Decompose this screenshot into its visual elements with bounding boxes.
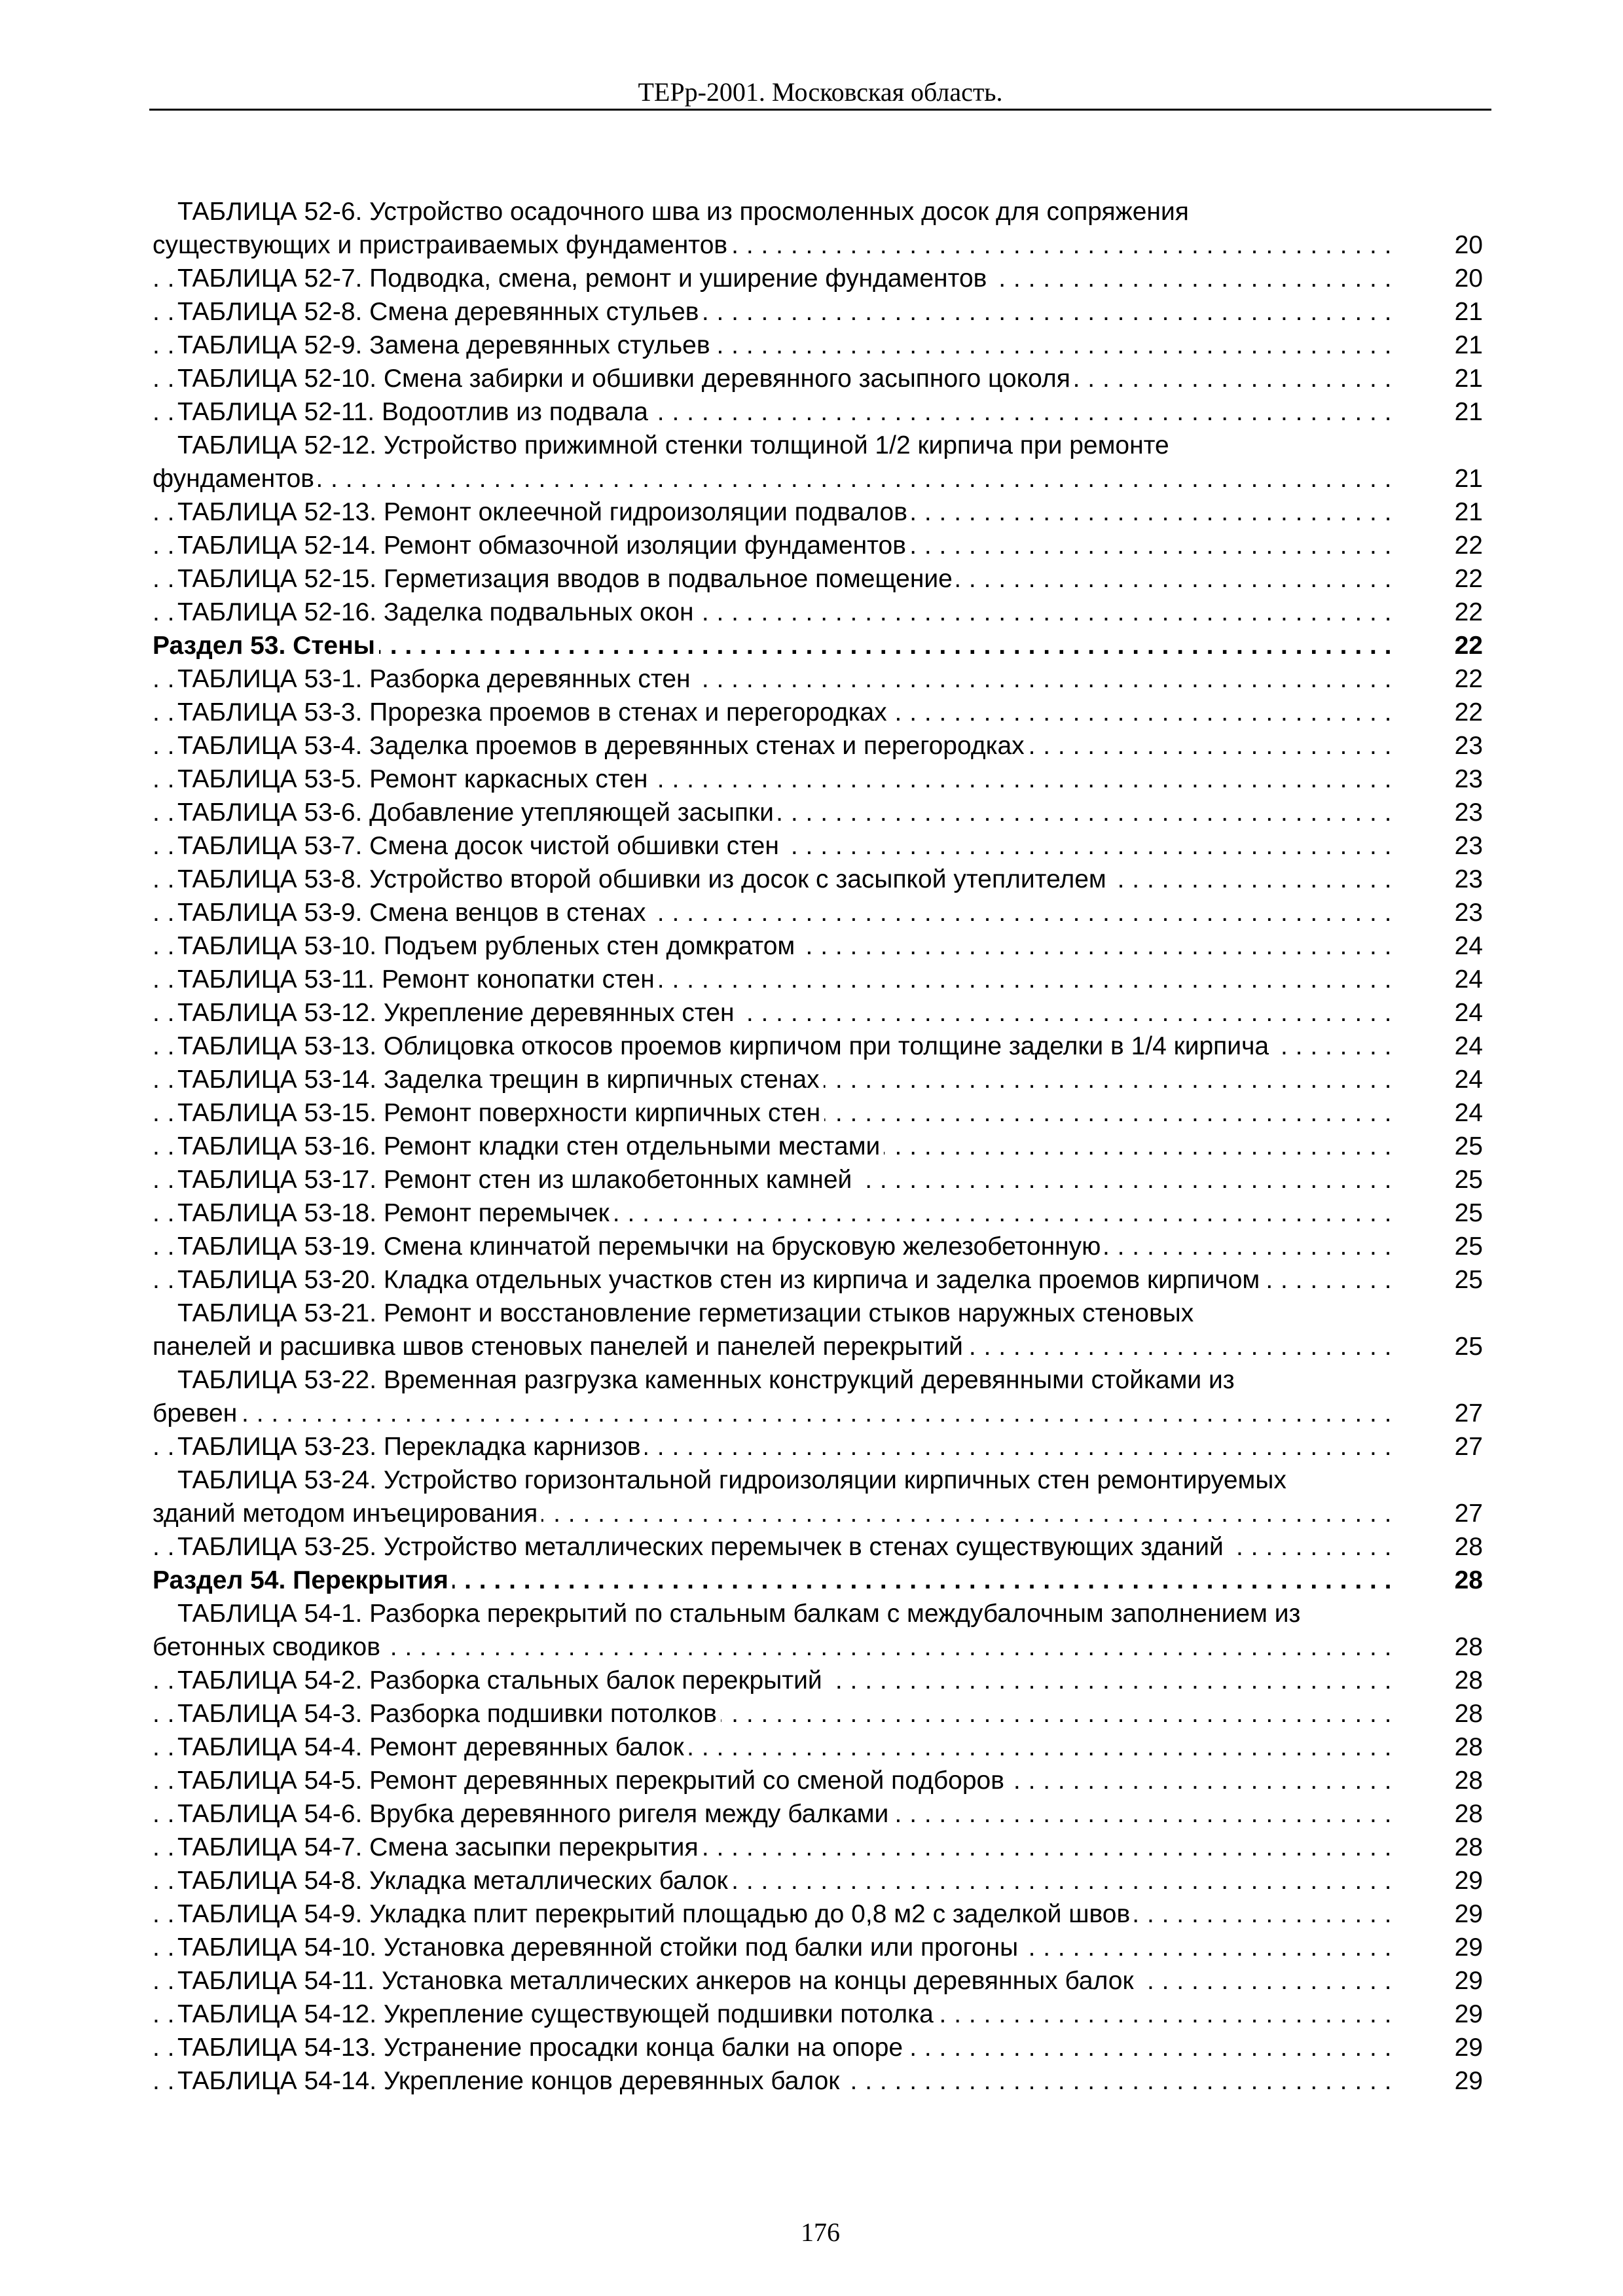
toc-page-number: 29: [1411, 2064, 1483, 2098]
toc-page-number: 25: [1411, 1130, 1483, 1163]
toc-entry-line: [153, 796, 1483, 829]
toc-entry-line: [153, 863, 1483, 896]
toc-entry-line: [153, 395, 1483, 429]
toc-page-number: 24: [1411, 1030, 1483, 1063]
toc-table-entry[interactable]: [153, 829, 1483, 863]
toc-entry-line: [153, 195, 1483, 228]
toc-entry-line: [153, 896, 1483, 929]
toc-entry-text: ТАБЛИЦА 53-22. Временная разгрузка каменных конструкций деревянными стойками из: [177, 1366, 1235, 1394]
toc-table-entry[interactable]: [153, 2031, 1483, 2064]
toc-entry-line: [153, 2031, 1483, 2064]
toc-entry-text: ТАБЛИЦА 54-5. Ремонт деревянных перекрытий со сменой подборов: [177, 1767, 1008, 1795]
toc-table-entry[interactable]: [153, 1597, 1483, 1664]
toc-entry-line: [153, 629, 1483, 662]
toc-table-entry[interactable]: [153, 1697, 1483, 1731]
toc-table-entry[interactable]: [153, 1931, 1483, 1964]
toc-entry-text: ТАБЛИЦА 53-12. Укрепление деревянных стен: [177, 999, 739, 1027]
toc-entry-line: [153, 1063, 1483, 1096]
toc-entry-text: ТАБЛИЦА 54-8. Укладка металлических балок: [177, 1867, 732, 1895]
toc-page-number: 22: [1411, 696, 1483, 729]
toc-entry-text: ТАБЛИЦА 53-19. Смена клинчатой перемычки на брусковую железобетонную: [177, 1232, 1104, 1261]
toc-entry-text: ТАБЛИЦА 54-6. Врубка деревянного ригеля между балками: [177, 1800, 892, 1828]
toc-entry-line: [153, 262, 1483, 295]
toc-page-number: 28: [1411, 1530, 1483, 1564]
toc-entry-line: [153, 1463, 1483, 1497]
toc-entry-text: ТАБЛИЦА 52-16. Заделка подвальных окон: [177, 598, 698, 626]
toc-entry-line: [153, 1263, 1483, 1297]
toc-entry-line: [153, 1564, 1483, 1597]
toc-page-number: 25: [1411, 1263, 1483, 1297]
toc-entry-text: ТАБЛИЦА 53-15. Ремонт поверхности кирпичных стен: [177, 1099, 824, 1127]
toc-page-number: 21: [1411, 395, 1483, 429]
toc-entry-text: ТАБЛИЦА 54-9. Укладка плит перекрытий площадью до 0,8 м2 с заделкой швов: [177, 1900, 1134, 1928]
toc-entry-line: [153, 1931, 1483, 1964]
page-number: 176: [801, 2217, 840, 2247]
toc-entry-text: ТАБЛИЦА 53-14. Заделка трещин в кирпичных стенах: [177, 1066, 824, 1094]
toc-entry-line: [153, 1731, 1483, 1764]
toc-table-entry[interactable]: [153, 1764, 1483, 1797]
toc-table-entry[interactable]: [153, 529, 1483, 562]
toc-page-number: 23: [1411, 829, 1483, 863]
toc-entry-line: [153, 1630, 1483, 1664]
toc-page-number: 27: [1411, 1430, 1483, 1463]
toc-entry-text: ТАБЛИЦА 54-7. Смена засыпки перекрытия: [177, 1833, 702, 1861]
toc-table-entry[interactable]: [153, 1864, 1483, 1897]
toc-table-entry[interactable]: [153, 762, 1483, 796]
toc-entry-text: ТАБЛИЦА 54-14. Укрепление концов деревянных балок: [177, 2067, 843, 2095]
toc-page-number: 25: [1411, 1330, 1483, 1363]
toc-entry-text: ТАБЛИЦА 53-16. Ремонт кладки стен отдельными местами: [177, 1132, 884, 1160]
toc-page-number: 24: [1411, 929, 1483, 963]
toc-entry-line: [153, 1897, 1483, 1931]
toc-entry-line: [153, 1664, 1483, 1697]
toc-entry-text: существующих и пристраиваемых фундаментов: [153, 231, 731, 259]
toc-entry-text: ТАБЛИЦА 53-18. Ремонт перемычек: [177, 1199, 613, 1227]
toc-entry-line: [153, 996, 1483, 1030]
toc-entry-line: [153, 1864, 1483, 1897]
toc-entry-line: [153, 1831, 1483, 1864]
toc-page-number: 27: [1411, 1397, 1483, 1430]
toc-page-number: 28: [1411, 1764, 1483, 1797]
toc-table-entry[interactable]: [153, 295, 1483, 329]
toc-table-entry[interactable]: [153, 1831, 1483, 1864]
toc-entry-text: ТАБЛИЦА 53-24. Устройство горизонтальной гидроизоляции кирпичных стен ремонтируемых: [177, 1466, 1286, 1494]
toc-entry-line: [153, 1397, 1483, 1430]
toc-page-number: 29: [1411, 1998, 1483, 2031]
toc-page-number: 28: [1411, 1697, 1483, 1731]
toc-entry-line: [153, 596, 1483, 629]
toc-section-entry[interactable]: [153, 1564, 1483, 1597]
toc-page-number: 28: [1411, 1664, 1483, 1697]
toc-entry-text: ТАБЛИЦА 54-3. Разборка подшивки потолков: [177, 1700, 721, 1728]
toc-entry-line: [153, 1797, 1483, 1831]
toc-page-number: 24: [1411, 1096, 1483, 1130]
toc-entry-line: [153, 1130, 1483, 1163]
toc-entry-line: [153, 529, 1483, 562]
toc-entry-line: [153, 462, 1483, 495]
toc-entry-text: ТАБЛИЦА 54-4. Ремонт деревянных балок: [177, 1733, 688, 1761]
toc-entry-text: ТАБЛИЦА 52-13. Ремонт оклеечной гидроизоляции подвалов: [177, 498, 911, 526]
toc-table-entry[interactable]: [153, 1096, 1483, 1130]
toc-table-entry[interactable]: [153, 1030, 1483, 1063]
toc-table-entry[interactable]: [153, 729, 1483, 762]
toc-entry-text: бревен: [153, 1399, 241, 1427]
toc-table-entry[interactable]: [153, 1263, 1483, 1297]
toc-table-entry[interactable]: [153, 395, 1483, 429]
toc-entry-text: ТАБЛИЦА 52-11. Водоотлив из подвала: [177, 398, 652, 426]
toc-entry-line: [153, 1430, 1483, 1463]
toc-entry-text: ТАБЛИЦА 53-11. Ремонт конопатки стен: [177, 965, 659, 994]
toc-entry-line: [153, 295, 1483, 329]
toc-page-number: 20: [1411, 262, 1483, 295]
toc-entry-text: бетонных сводиков: [153, 1633, 384, 1661]
toc-table-entry[interactable]: [153, 1430, 1483, 1463]
toc-table-entry[interactable]: [153, 1230, 1483, 1263]
toc-entry-text: ТАБЛИЦА 53-6. Добавление утепляющей засыпки: [177, 798, 778, 827]
toc-entry-text: зданий методом инъецирования: [153, 1499, 541, 1528]
toc-table-entry[interactable]: [153, 896, 1483, 929]
toc-entry-text: ТАБЛИЦА 53-1. Разборка деревянных стен: [177, 665, 695, 693]
toc-entry-text: ТАБЛИЦА 52-10. Смена забирки и обшивки деревянного засыпного цоколя: [177, 365, 1074, 393]
toc-entry-text: ТАБЛИЦА 54-13. Устранение просадки конца балки на опоре: [177, 2034, 907, 2062]
toc-entry-line: [153, 929, 1483, 963]
toc-page-number: 21: [1411, 495, 1483, 529]
toc-page-number: 28: [1411, 1630, 1483, 1664]
toc-entry-text: ТАБЛИЦА 53-10. Подъем рубленых стен домкратом: [177, 932, 799, 960]
toc-entry-text: ТАБЛИЦА 54-10. Установка деревянной стойки под балки или прогоны: [177, 1933, 1022, 1962]
toc-entry-line: [153, 562, 1483, 596]
toc-page-number: 23: [1411, 762, 1483, 796]
toc-entry-line: [153, 495, 1483, 529]
table-of-contents: [153, 195, 1483, 2098]
toc-entry-line: [153, 1163, 1483, 1196]
toc-page-number: 22: [1411, 662, 1483, 696]
toc-entry-text: ТАБЛИЦА 52-12. Устройство прижимной стенки толщиной 1/2 кирпича при ремонте: [177, 431, 1169, 459]
toc-table-entry[interactable]: [153, 963, 1483, 996]
toc-entry-text: панелей и расшивка швов стеновых панелей и панелей перекрытий: [153, 1333, 967, 1361]
toc-entry-line: [153, 1597, 1483, 1630]
toc-entry-text: ТАБЛИЦА 53-17. Ремонт стен из шлакобетонных камней: [177, 1166, 856, 1194]
toc-table-entry[interactable]: [153, 1664, 1483, 1697]
toc-entry-line: [153, 2064, 1483, 2098]
toc-page-number: 29: [1411, 1964, 1483, 1998]
toc-page-number: 21: [1411, 462, 1483, 495]
toc-entry-text: ТАБЛИЦА 53-25. Устройство металлических перемычек в стенах существующих зданий: [177, 1533, 1228, 1561]
header-rule: [149, 109, 1491, 111]
toc-entry-line: [153, 362, 1483, 395]
toc-entry-line: [153, 1697, 1483, 1731]
toc-entry-text: ТАБЛИЦА 53-5. Ремонт каркасных стен: [177, 765, 651, 793]
toc-entry-line: [153, 963, 1483, 996]
toc-table-entry[interactable]: [153, 495, 1483, 529]
toc-entry-line: [153, 1764, 1483, 1797]
toc-page-number: 25: [1411, 1196, 1483, 1230]
toc-entry-text: ТАБЛИЦА 53-4. Заделка проемов в деревянных стенах и перегородках: [177, 732, 1029, 760]
toc-entry-line: [153, 662, 1483, 696]
toc-entry-text: Раздел 54. Перекрытия: [153, 1566, 452, 1594]
toc-table-entry[interactable]: [153, 863, 1483, 896]
toc-entry-text: ТАБЛИЦА 53-20. Кладка отдельных участков стен из кирпича и заделка проемов кирпичом: [177, 1266, 1264, 1294]
toc-page-number: 22: [1411, 596, 1483, 629]
toc-entry-text: ТАБЛИЦА 52-9. Замена деревянных стульев: [177, 331, 714, 359]
toc-page-number: 24: [1411, 963, 1483, 996]
toc-entry-text: ТАБЛИЦА 52-8. Смена деревянных стульев: [177, 298, 703, 326]
toc-entry-text: ТАБЛИЦА 53-21. Ремонт и восстановление герметизации стыков наружных стеновых: [177, 1299, 1194, 1327]
toc-page-number: 21: [1411, 362, 1483, 395]
toc-entry-text: ТАБЛИЦА 53-23. Перекладка карнизов: [177, 1433, 645, 1461]
toc-page-number: 28: [1411, 1831, 1483, 1864]
toc-entry-line: [153, 429, 1483, 462]
toc-entry-text: ТАБЛИЦА 54-11. Установка металлических анкеров на концы деревянных балок: [177, 1967, 1138, 1995]
toc-page-number: 24: [1411, 996, 1483, 1030]
toc-page-number: 22: [1411, 529, 1483, 562]
toc-page-number: 23: [1411, 863, 1483, 896]
toc-entry-text: ТАБЛИЦА 53-9. Смена венцов в стенах: [177, 899, 649, 927]
toc-section-entry[interactable]: [153, 629, 1483, 662]
toc-table-entry[interactable]: [153, 329, 1483, 362]
toc-table-entry[interactable]: [153, 1897, 1483, 1931]
toc-page-number: 21: [1411, 329, 1483, 362]
toc-page-number: 29: [1411, 2031, 1483, 2064]
toc-page-number: 22: [1411, 562, 1483, 596]
toc-entry-line: [153, 1497, 1483, 1530]
toc-table-entry[interactable]: [153, 195, 1483, 262]
toc-page-number: 24: [1411, 1063, 1483, 1096]
toc-entry-line: [153, 1998, 1483, 2031]
toc-table-entry[interactable]: [153, 2064, 1483, 2098]
toc-entry-line: [153, 228, 1483, 262]
toc-page-number: 23: [1411, 729, 1483, 762]
toc-page-number: 28: [1411, 1797, 1483, 1831]
toc-entry-text: ТАБЛИЦА 53-13. Облицовка откосов проемов кирпичом при толщине заделки в 1/4 кирпича: [177, 1032, 1273, 1060]
toc-table-entry[interactable]: [153, 1998, 1483, 2031]
toc-entry-line: [153, 829, 1483, 863]
toc-entry-text: ТАБЛИЦА 52-7. Подводка, смена, ремонт и уширение фундаментов: [177, 264, 991, 293]
toc-entry-line: [153, 1030, 1483, 1063]
toc-entry-text: Раздел 53. Стены: [153, 632, 379, 660]
toc-entry-line: [153, 1096, 1483, 1130]
toc-entry-line: [153, 1196, 1483, 1230]
toc-page-number: 28: [1411, 1564, 1483, 1597]
toc-page-number: 21: [1411, 295, 1483, 329]
toc-entry-text: ТАБЛИЦА 54-12. Укрепление существующей подшивки потолка: [177, 2000, 938, 2028]
toc-table-entry[interactable]: [153, 596, 1483, 629]
toc-page-number: 28: [1411, 1731, 1483, 1764]
toc-page-number: 25: [1411, 1230, 1483, 1263]
toc-entry-text: фундаментов: [153, 465, 318, 493]
toc-table-entry[interactable]: [153, 429, 1483, 495]
toc-table-entry[interactable]: [153, 696, 1483, 729]
toc-table-entry[interactable]: [153, 1363, 1483, 1430]
toc-entry-line: [153, 696, 1483, 729]
toc-table-entry[interactable]: [153, 1731, 1483, 1764]
toc-entry-text: ТАБЛИЦА 53-7. Смена досок чистой обшивки стен: [177, 832, 783, 860]
toc-page-number: 20: [1411, 228, 1483, 262]
toc-page-number: 29: [1411, 1864, 1483, 1897]
toc-entry-line: [153, 329, 1483, 362]
toc-table-entry[interactable]: [153, 1797, 1483, 1831]
toc-table-entry[interactable]: [153, 996, 1483, 1030]
toc-table-entry[interactable]: [153, 1196, 1483, 1230]
toc-page-number: 23: [1411, 796, 1483, 829]
toc-entry-line: [153, 1330, 1483, 1363]
toc-entry-text: ТАБЛИЦА 54-2. Разборка стальных балок перекрытий: [177, 1666, 826, 1695]
toc-entry-text: ТАБЛИЦА 52-15. Герметизация вводов в подвальное помещение: [177, 565, 957, 593]
toc-entry-line: [153, 1530, 1483, 1564]
toc-entry-line: [153, 1297, 1483, 1330]
toc-table-entry[interactable]: [153, 662, 1483, 696]
toc-page-number: 29: [1411, 1931, 1483, 1964]
toc-entry-line: [153, 762, 1483, 796]
toc-table-entry[interactable]: [153, 562, 1483, 596]
toc-entry-line: [153, 1363, 1483, 1397]
toc-table-entry[interactable]: [153, 796, 1483, 829]
toc-entry-line: [153, 1230, 1483, 1263]
running-header: ТЕРр-2001. Московская область.: [638, 77, 1003, 107]
toc-table-entry[interactable]: [153, 1530, 1483, 1564]
toc-entry-line: [153, 729, 1483, 762]
toc-table-entry[interactable]: [153, 362, 1483, 395]
toc-table-entry[interactable]: [153, 1163, 1483, 1196]
toc-entry-text: ТАБЛИЦА 53-3. Прорезка проемов в стенах и перегородках: [177, 698, 891, 726]
toc-entry-text: ТАБЛИЦА 52-6. Устройство осадочного шва из просмоленных досок для сопряжения: [177, 198, 1189, 226]
toc-page-number: 22: [1411, 629, 1483, 662]
toc-table-entry[interactable]: [153, 1463, 1483, 1530]
toc-table-entry[interactable]: [153, 1063, 1483, 1096]
toc-entry-text: ТАБЛИЦА 54-1. Разборка перекрытий по стальным балкам с междубалочным заполнением из: [177, 1600, 1301, 1628]
toc-page-number: 23: [1411, 896, 1483, 929]
toc-entry-text: ТАБЛИЦА 52-14. Ремонт обмазочной изоляции фундаментов: [177, 531, 910, 560]
toc-page-number: 27: [1411, 1497, 1483, 1530]
toc-table-entry[interactable]: [153, 1297, 1483, 1363]
toc-entry-line: [153, 1964, 1483, 1998]
toc-page-number: 29: [1411, 1897, 1483, 1931]
toc-entry-text: ТАБЛИЦА 53-8. Устройство второй обшивки из досок с засыпкой утеплителем: [177, 865, 1110, 893]
toc-table-entry[interactable]: [153, 1130, 1483, 1163]
toc-table-entry[interactable]: [153, 929, 1483, 963]
toc-page-number: 25: [1411, 1163, 1483, 1196]
toc-table-entry[interactable]: [153, 1964, 1483, 1998]
toc-table-entry[interactable]: [153, 262, 1483, 295]
